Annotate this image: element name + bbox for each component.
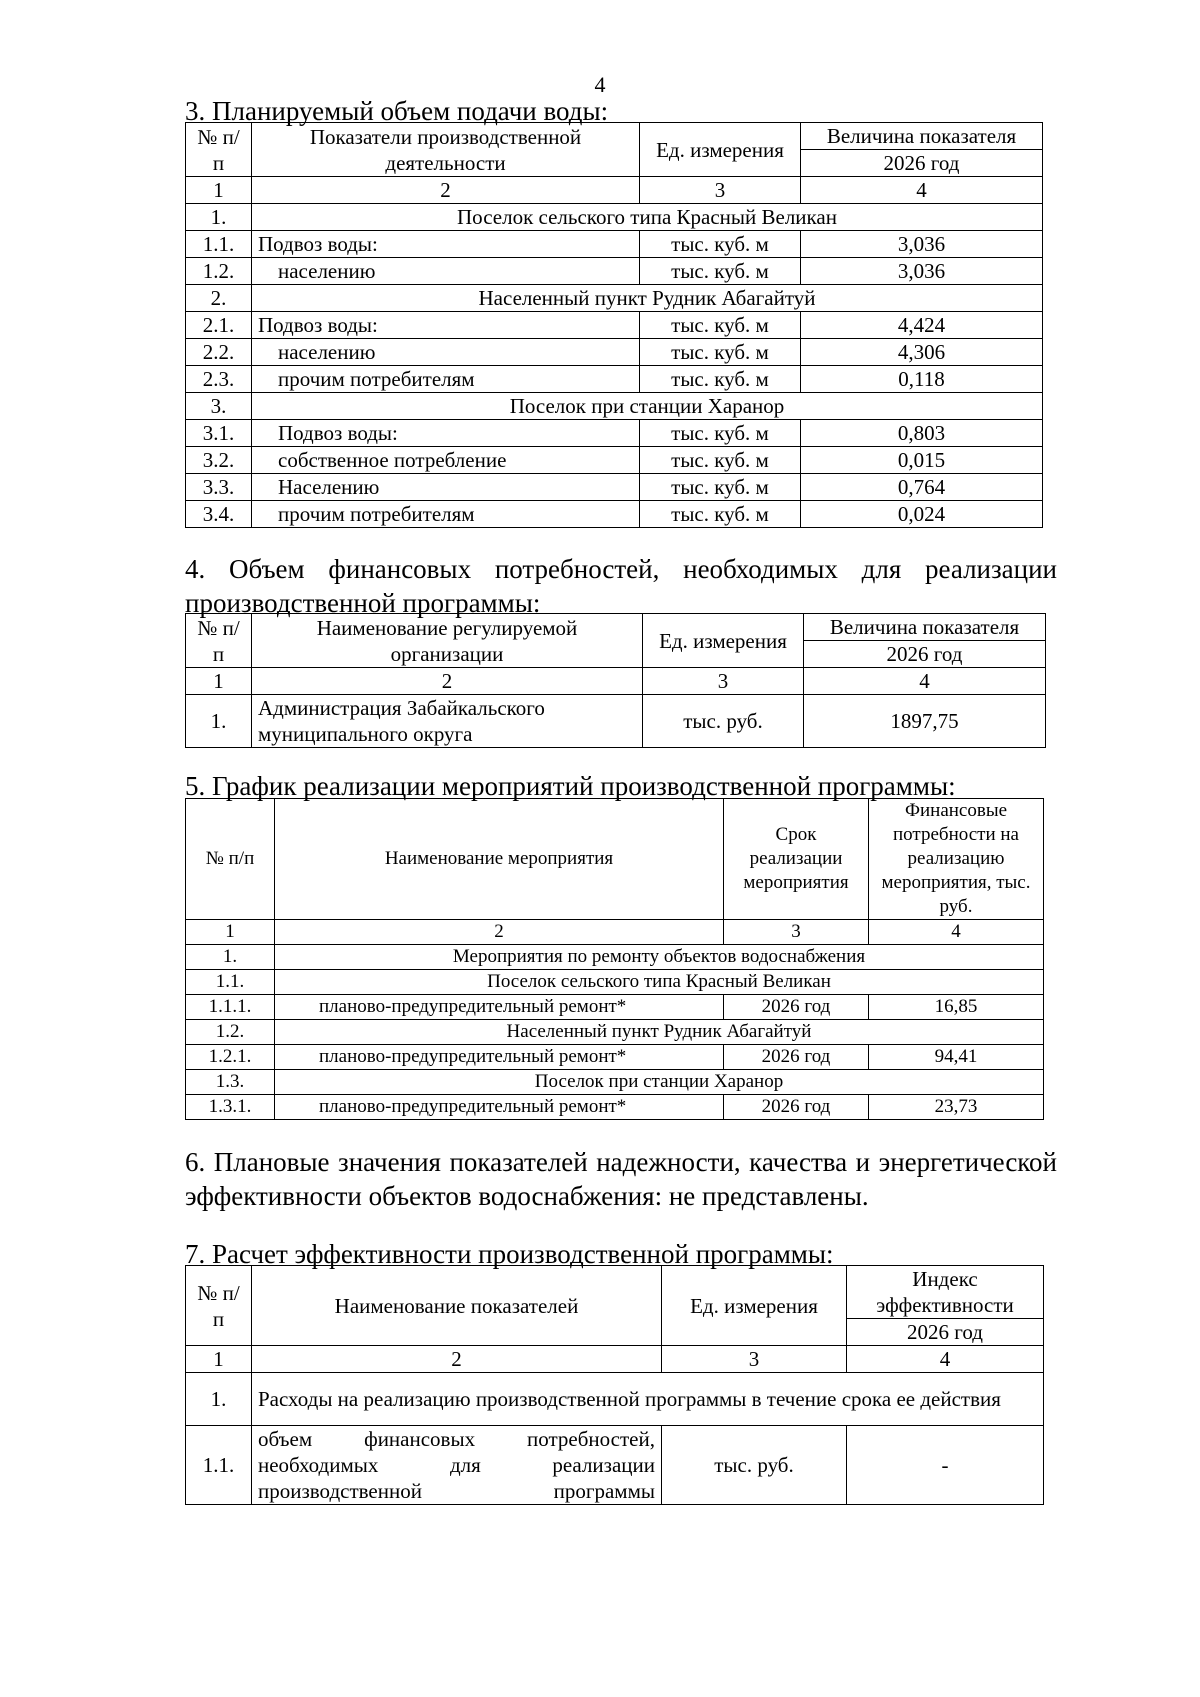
row-name: прочим потребителям: [252, 366, 640, 393]
row-value: 0,015: [801, 447, 1043, 474]
table-row: [186, 695, 1046, 748]
table-row: [186, 258, 1043, 285]
row-num: 1.1.: [186, 970, 275, 995]
row-name: планово-предупредительный ремонт*: [275, 1095, 724, 1120]
row-value: 16,85: [869, 995, 1044, 1020]
table-row: [186, 447, 1043, 474]
row-value: 3,036: [801, 231, 1043, 258]
row-name: планово-предупредительный ремонт*: [275, 995, 724, 1020]
section-3-heading: 3. Планируемый объем подачи воды:: [185, 96, 609, 126]
col-number: 4: [847, 1346, 1044, 1373]
row-name: населению: [252, 339, 640, 366]
row-num: 1.: [186, 1373, 252, 1426]
header-unit: Ед. измерения: [640, 123, 801, 177]
group-name: Поселок сельского типа Красный Великан: [252, 204, 1043, 231]
group-row: [186, 393, 1043, 420]
row-value: 0,118: [801, 366, 1043, 393]
header-name: Показатели производственной деятельности: [252, 123, 640, 177]
row-unit: тыс. куб. м: [640, 258, 801, 285]
row-num: 1.1.1.: [186, 995, 275, 1020]
header-name: Наименование регулируемой организации: [252, 614, 643, 668]
row-name: планово-предупредительный ремонт*: [275, 1045, 724, 1070]
row-name: Администрация Забайкальского муниципального округа: [252, 695, 643, 748]
col-number: 3: [662, 1346, 847, 1373]
col-number: 1: [186, 920, 275, 945]
group-row: [186, 285, 1043, 312]
row-name: Населению: [252, 474, 640, 501]
row-num: 2.3.: [186, 366, 252, 393]
col-number: 3: [643, 668, 804, 695]
table-row: [186, 474, 1043, 501]
row-num: 1.2.: [186, 258, 252, 285]
row-num: 1.3.1.: [186, 1095, 275, 1120]
row-unit: тыс. куб. м: [640, 312, 801, 339]
row-num: 2.1.: [186, 312, 252, 339]
row-term: 2026 год: [724, 995, 869, 1020]
header-num: № п/п: [186, 799, 275, 920]
header-unit: Ед. измерения: [643, 614, 804, 668]
group-row: [186, 204, 1043, 231]
row-num: 3.1.: [186, 420, 252, 447]
row-value: 0,803: [801, 420, 1043, 447]
row-unit: тыс. куб. м: [640, 447, 801, 474]
row-num: 1.1.: [186, 231, 252, 258]
row-name: Подвоз воды:: [252, 420, 640, 447]
row-num: 1.3.: [186, 1070, 275, 1095]
col-number: 4: [869, 920, 1044, 945]
page-number: 4: [594, 72, 606, 97]
group-row: [186, 1020, 1044, 1045]
col-number: 1: [186, 177, 252, 204]
col-number: 2: [252, 668, 643, 695]
table-row: [186, 420, 1043, 447]
group-name: Мероприятия по ремонту объектов водоснабжения: [275, 945, 1044, 970]
row-num: 3.: [186, 393, 252, 420]
efficiency-table: [185, 1265, 1044, 1505]
section-5-heading: 5. График реализации мероприятий производственной программы:: [185, 771, 956, 801]
row-num: 1.: [186, 695, 252, 748]
header-year: 2026 год: [847, 1319, 1044, 1346]
row-unit: тыс. куб. м: [640, 420, 801, 447]
group-name: Поселок сельского типа Красный Великан: [275, 970, 1044, 995]
header-year: 2026 год: [804, 641, 1046, 668]
row-value: 0,764: [801, 474, 1043, 501]
row-value: 3,036: [801, 258, 1043, 285]
header-fin: Финансовые потребности на реализацию мероприятия, тыс. руб.: [869, 799, 1044, 920]
header-value: Величина показателя: [801, 123, 1043, 150]
row-unit: тыс. куб. м: [640, 474, 801, 501]
col-number: 4: [804, 668, 1046, 695]
group-name: Населенный пункт Рудник Абагайтуй: [252, 285, 1043, 312]
header-name: Наименование мероприятия: [275, 799, 724, 920]
table-row: [186, 501, 1043, 528]
header-term: Срок реализации мероприятия: [724, 799, 869, 920]
header-year: 2026 год: [801, 150, 1043, 177]
header-value: Величина показателя: [804, 614, 1046, 641]
row-num: 3.3.: [186, 474, 252, 501]
row-name: прочим потребителям: [252, 501, 640, 528]
row-name: объем финансовых потребностей, необходимых для реализации производственной программы: [252, 1426, 662, 1505]
group-row: [186, 945, 1044, 970]
row-unit: тыс. куб. м: [640, 339, 801, 366]
row-name: населению: [252, 258, 640, 285]
schedule-table: [185, 798, 1044, 1120]
row-term: 2026 год: [724, 1045, 869, 1070]
row-value: 4,306: [801, 339, 1043, 366]
group-name: Поселок при станции Харанор: [252, 393, 1043, 420]
header-unit: Ед. измерения: [662, 1266, 847, 1346]
group-name: Поселок при станции Харанор: [275, 1070, 1044, 1095]
row-num: 3.4.: [186, 501, 252, 528]
section-4-heading: 4. Объем финансовых потребностей, необходимых для реализации производственной программы:: [185, 554, 1057, 618]
row-name: собственное потребление: [252, 447, 640, 474]
table-row: [186, 1045, 1044, 1070]
col-number: 4: [801, 177, 1043, 204]
row-unit: тыс. руб.: [643, 695, 804, 748]
row-term: 2026 год: [724, 1095, 869, 1120]
header-value: Индекс эффективности: [847, 1266, 1044, 1319]
group-row: [186, 970, 1044, 995]
table-row: [186, 1426, 1044, 1505]
col-number: 1: [186, 668, 252, 695]
col-number: 3: [724, 920, 869, 945]
col-number: 2: [252, 177, 640, 204]
row-value: 0,024: [801, 501, 1043, 528]
row-num: 2.: [186, 285, 252, 312]
row-num: 1.2.1.: [186, 1045, 275, 1070]
col-number: 2: [252, 1346, 662, 1373]
row-value: 4,424: [801, 312, 1043, 339]
row-name: Подвоз воды:: [252, 231, 640, 258]
row-num: 1.: [186, 204, 252, 231]
col-number: 2: [275, 920, 724, 945]
table-row: [186, 312, 1043, 339]
row-value: 94,41: [869, 1045, 1044, 1070]
row-unit: тыс. руб.: [662, 1426, 847, 1505]
water-supply-table: [185, 122, 1043, 528]
table-row: [186, 995, 1044, 1020]
header-num: № п/п: [186, 1266, 252, 1346]
row-num: 1.1.: [186, 1426, 252, 1505]
header-name: Наименование показателей: [252, 1266, 662, 1346]
row-unit: тыс. куб. м: [640, 231, 801, 258]
table-row: [186, 366, 1043, 393]
section-7-heading: 7. Расчет эффективности производственной программы:: [185, 1239, 834, 1269]
header-num: № п/п: [186, 123, 252, 177]
row-unit: тыс. куб. м: [640, 366, 801, 393]
row-value: -: [847, 1426, 1044, 1505]
row-num: 2.2.: [186, 339, 252, 366]
table-row: [186, 1373, 1044, 1426]
col-number: 3: [640, 177, 801, 204]
row-num: 3.2.: [186, 447, 252, 474]
table-row: [186, 231, 1043, 258]
table-row: [186, 339, 1043, 366]
row-value: 23,73: [869, 1095, 1044, 1120]
row-unit: тыс. куб. м: [640, 501, 801, 528]
financial-needs-table: [185, 613, 1046, 748]
row-name: Подвоз воды:: [252, 312, 640, 339]
header-num: № п/п: [186, 614, 252, 668]
row-num: 1.2.: [186, 1020, 275, 1045]
row-name: Расходы на реализацию производственной программы в течение срока ее действия: [252, 1373, 1044, 1426]
table-row: [186, 1095, 1044, 1120]
row-value: 1897,75: [804, 695, 1046, 748]
col-number: 1: [186, 1346, 252, 1373]
group-name: Населенный пункт Рудник Абагайтуй: [275, 1020, 1044, 1045]
group-row: [186, 1070, 1044, 1095]
row-num: 1.: [186, 945, 275, 970]
section-6-heading: 6. Плановые значения показателей надежности, качества и энергетической эффективности объектов водоснабжения: не представлены.: [185, 1147, 1057, 1211]
